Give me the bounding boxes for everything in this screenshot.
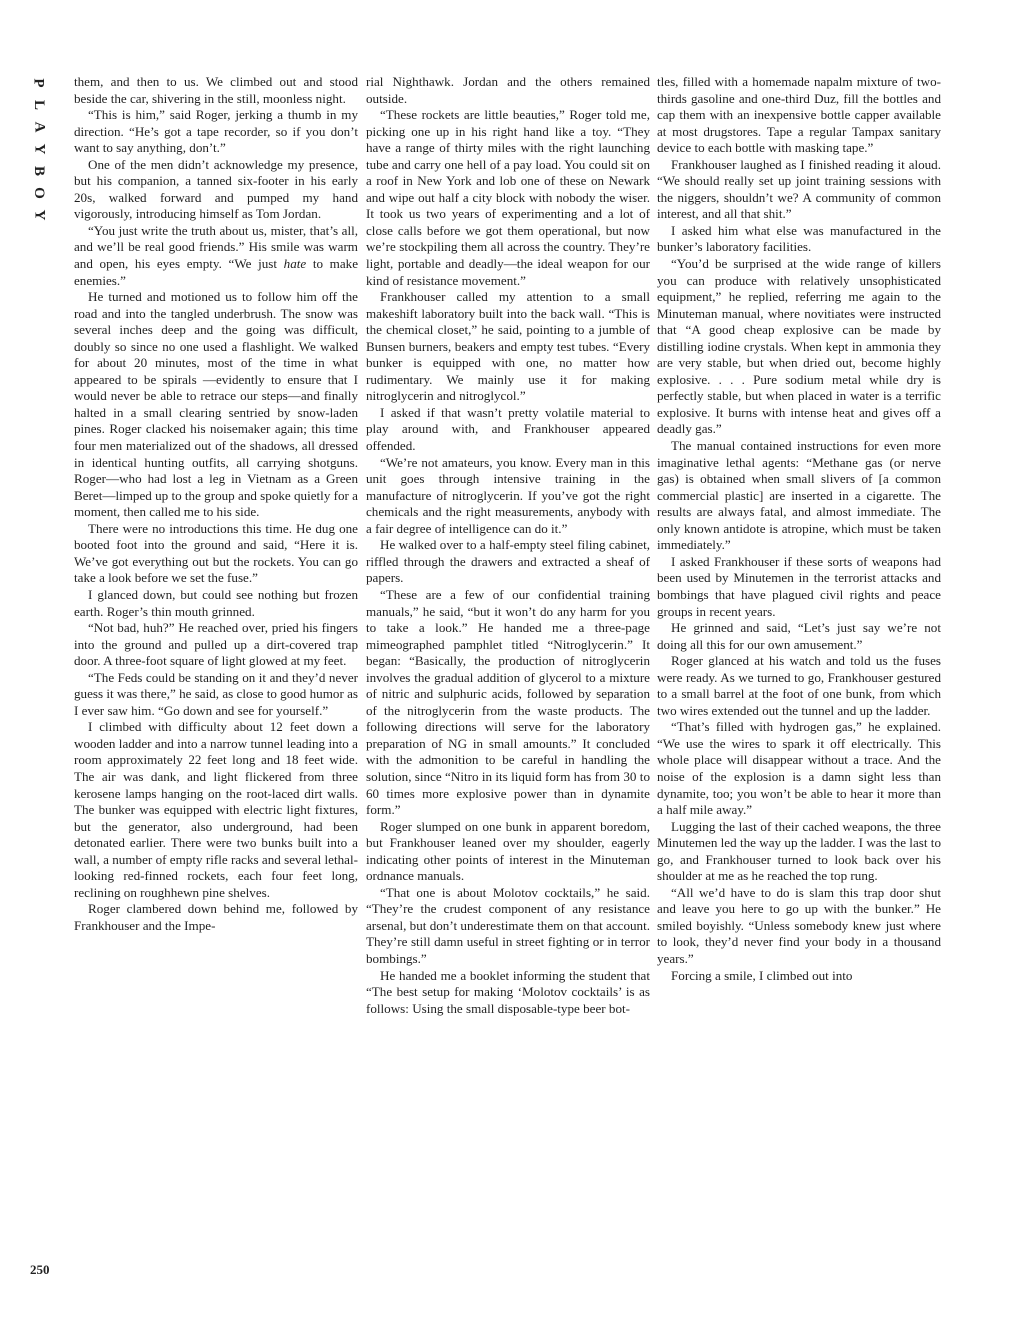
paragraph: I climbed with difficulty about 12 feet down a wooden ladder and into a narrow tunnel leading into a room approximately 22 feet long and 18 feet wide. The air was dank, and light flickered from three kerosene lamps hanging on the root-laced dirt walls. The bunker was equipped with electric light fixtures, but the generator, also underground, had been detonated earlier. There were two bunks built into a wall, a number of empty rifle racks and several lethal-looking red-finned rockets, each four feet long, reclining on roughhewn pine shelves. [74,719,358,900]
page-number: 250 [30,1262,50,1277]
paragraph: “Not bad, huh?” He reached over, pried his fingers into the ground and pulled up a dirt-covered trap door. A three-foot square of light glowed at my feet. [74,620,358,669]
paragraph: “You’d be surprised at the wide range of killers you can produce with relatively unsophisticated equipment,” he replied, referring me again to the Minuteman manual, where novitiates were instructed that “A good cheap explosive can be made by distilling iodine crystals. When kept in ammonia they are very stable, but when dried out, become highly explosive. . . . Pure sodium metal while dry is perfectly stable, but when placed in water is a terrific explosive. It burns with intense heat and gives off a deadly gas.” [657,256,941,437]
paragraph: I asked him what else was manufactured in the bunker’s laboratory facilities. [657,222,941,255]
masthead-letter: A [31,121,47,133]
masthead-letter: P [30,78,47,88]
paragraph: He grinned and said, “Let’s just say we’re not doing all this for our own amusement.” [657,620,941,652]
paragraph: One of the men didn’t acknowledge my presence, but his companion, a tanned six-footer in his early 20s, walked forward and pumped my hand vigorously, introducing himself as Tom Jordan. [74,156,358,222]
paragraph: Lugging the last of their cached weapons, the three Minutemen led the way up the ladder. I was the last to go, and Frankhouser turned to look back over his shoulder at me as he reached the top rung. [657,818,941,884]
masthead-letter: O [30,187,47,199]
paragraph: “These are a few of our confidential training manuals,” he said, “but it won’t do any harm for you to take a look.” He handed me a three-page mimeographed pamphlet titled “Nitroglycerin.” It began: “Basically, the production of nitroglycerin involves the gradual addition of glycerol to a mixture of nitric and sulphuric acids, followed by separation of the nitroglycerin from the waste products. The following directions will serve for the laboratory preparation of NG in small amounts.” It concluded with the admonition to be careful in handling the solution, since “Nitro in its liquid form has from 30 to 60 times more explosive power than in dynamite form.” [366,586,650,818]
masthead-letter: B [30,165,47,177]
paragraph: “You just write the truth about us, mister, that’s all, and we’ll be real good friends.” His smile was warm and open, his eyes empty. “We just hate to make enemies.” [74,222,358,288]
paragraph: He handed me a booklet informing the student that “The best setup for making ‘Molotov cocktails’ is as follows: Using the small disposable-type beer bot- [366,967,650,1016]
masthead [28,72,50,226]
paragraph: “That’s filled with hydrogen gas,” he explained. “We use the wires to spark it off electrically. This whole place will disappear without a trace. And the noise of the explosion is a damn sight less than dynamite, too; you won’t be able to hear it more than a half mile away.” [657,719,941,818]
paragraph: Frankhouser laughed as I finished reading it aloud. “We should really set up joint training sessions with the niggers, shouldn’t we? A community of common interest, and all that shit.” [657,156,941,222]
column-2 [366,74,650,1017]
masthead-letter: L [30,99,47,111]
masthead-letter: Y [31,143,47,155]
paragraph: “All we’d have to do is slam this trap door shut and leave you here to go up with the bunker.” He smiled boyishly. “Unless somebody knew just where to look, they’d never find your body in a thousand years.” [657,884,941,966]
paragraph: Roger clambered down behind me, followed by Frankhouser and the Impe- [74,901,358,933]
paragraph: Forcing a smile, I climbed out into [671,967,853,983]
paragraph: I asked Frankhouser if these sorts of weapons had been used by Minutemen in the terrorist attacks and bombings that have plagued civil rights and peace groups in recent years. [657,553,941,619]
paragraph: rial Nighthawk. Jordan and the others remained outside. [366,74,650,106]
paragraph: I glanced down, but could see nothing but frozen earth. Roger’s thin mouth grinned. [74,586,358,619]
paragraph: He turned and motioned us to follow him off the road and into the tangled underbrush. The snow was several inches deep and the going was difficult, doubly so since no one used a flashlight. We walked for about 20 minutes, most of the time in what appeared to be spirals —evidently to ensure that I would never be able to retrace our steps—and finally halted in a small clearing sentried by snow-laden pines. Roger clacked his noisemaker again; this time four men materialized out of the shadows, all dressed in identical hunting outfits, all carrying shotguns. Roger—who had lost a leg in Vietnam as a Green Beret—limped up to the group and spoke quietly for a moment, then called me to his side. [74,289,358,520]
masthead-letter: Y [31,209,47,221]
paragraph: Roger glanced at his watch and told us the fuses were ready. As we turned to go, Frankhouser gestured to a small barrel at the foot of one bunk, from which two wires extended out the tunnel and up the ladder. [657,653,941,718]
paragraph: tles, filled with a homemade napalm mixture of two-thirds gasoline and one-third Duz, fill the bottles and cap them with an inexpensive bottle capper available at most drugstores. Tape a regular Tampax sanitary device to each bottle with masking tape.” [657,74,941,156]
paragraph: Frankhouser called my attention to a small makeshift laboratory built into the back wall. “This is the chemical closet,” he said, pointing to a jumble of Bunsen burners, beakers and empty test tubes. “Every bunker is equipped with one, no matter how rudimentary. We mainly use it for making nitroglycerin and nitroglycol.” [366,289,650,404]
paragraph: I asked if that wasn’t pretty volatile material to play around with, and Frankhouser appeared offended. [366,404,650,454]
paragraph: “This is him,” said Roger, jerking a thumb in my direction. “He’s got a tape recorder, so if you don’t want to say anything, don’t.” [74,107,358,156]
paragraph: There were no introductions this time. He dug one booted foot into the ground and said, “Here it is. We’ve got everything out but the rockets. You can go take a look before we set the fuse.” [74,520,358,586]
paragraph: “We’re not amateurs, you know. Every man in this unit goes through intensive training in the manufacture of nitroglycerin. If you’ve got the right chemicals and the right measurements, anybody with a fair degree of intelligence can do it.” [366,454,650,536]
paragraph: “The Feds could be standing on it and they’d never guess it was there,” he said, as close to good humor as I ever saw him. “Go down and see for yourself.” [74,669,358,718]
column-3 [657,74,941,984]
paragraph: He walked over to a half-empty steel filing cabinet, riffled through the drawers and extracted a sheaf of papers. [366,537,650,586]
paragraph: The manual contained instructions for even more imaginative lethal agents: “Methane gas (or nerve gas) is obtained when small slivers of [a common commercial plastic] are inserted in a cigarette. The results are always fatal, and almost immediate. The only known antidote is atropine, which must be taken immediately.” [657,438,941,553]
paragraph: Roger slumped on one bunk in apparent boredom, but Frankhouser leaned over my shoulder, eagerly indicating other points of interest in the Minuteman ordnance manuals. [366,818,650,884]
paragraph: “That one is about Molotov cocktails,” he said. “They’re the crudest component of any resistance arsenal, but don’t underestimate them on that account. They’re still damn useful in street fighting or in terror bombings.” [366,884,650,966]
paragraph: “These rockets are little beauties,” Roger told me, picking one up in his right hand like a toy. “They have a range of thirty miles with the right launching tube and carry one hell of a pay load. You could sit on a roof in New York and lob one of these on Newark and wipe out half a city block with nobody the wiser. It took us two years of experimenting and a lot of close calls before we got them operational, but now we’re stockpiling them all across the country. They’re light, portable and deadly—the ideal weapon for our kind of resistance movement.” [366,107,650,288]
paragraph: them, and then to us. We climbed out and stood beside the car, shivering in the still, moonless night. [74,74,358,106]
column-1 [74,74,358,934]
